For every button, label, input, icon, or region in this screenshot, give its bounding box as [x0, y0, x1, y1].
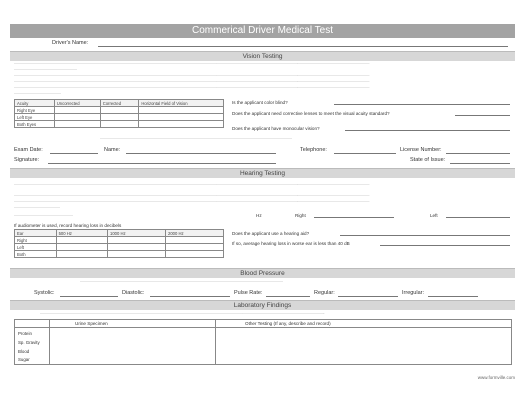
pulse-rate-label: Pulse Rate:	[234, 290, 263, 296]
table-cell[interactable]	[54, 114, 100, 121]
hz-label: Hz	[256, 213, 262, 218]
systolic-label: Systolic:	[34, 290, 55, 296]
hearing-instructions-4: ..............................................	[14, 205, 60, 209]
average-loss-field[interactable]	[380, 240, 510, 246]
right-ear-field[interactable]	[314, 212, 394, 218]
lab-header-divider	[15, 327, 511, 328]
table-cell[interactable]	[165, 237, 223, 244]
monocular-field[interactable]	[345, 125, 510, 131]
right-ear-label: Right	[295, 213, 306, 218]
diastolic-label: Diastolic:	[122, 290, 145, 296]
table-cell[interactable]	[54, 121, 100, 128]
irregular-label: Irregular:	[402, 290, 425, 296]
table-cell[interactable]	[56, 251, 107, 258]
table-cell[interactable]	[56, 244, 107, 251]
drivers-name-field[interactable]	[98, 40, 508, 47]
blood-pressure-section-header: Blood Pressure	[10, 268, 515, 278]
table-cell[interactable]	[100, 121, 139, 128]
pulse-rate-field[interactable]	[266, 290, 310, 297]
table-row	[15, 237, 224, 244]
vision-note: ................................................................................................................................................................................................	[100, 136, 292, 140]
lab-findings-box	[14, 319, 512, 365]
row-label: Right Eye	[15, 107, 55, 114]
table-row	[15, 100, 224, 107]
row-label: Both Eyes	[15, 121, 55, 128]
vision-instructions-2: ...............................................................	[14, 67, 77, 71]
form-title: Commerical Driver Medical Test	[10, 24, 515, 38]
signature-field[interactable]	[48, 157, 276, 164]
lab-row-sp-gravity: Sp. Gravity	[18, 340, 40, 345]
table-cell[interactable]	[139, 121, 224, 128]
bp-instructions: ...........................................................................................................................................................................................................	[80, 279, 283, 283]
exam-date-field[interactable]	[50, 147, 98, 154]
hearing-instructions-1: ....................................................................................................................................................................................................................................................................................................................................................................	[14, 182, 370, 186]
q-hearing-aid: Does the applicant use a hearing aid?	[232, 231, 310, 236]
hearing-instructions-5: ...........................................................	[14, 213, 73, 217]
table-cell[interactable]	[100, 107, 139, 114]
license-number-label: License Number:	[400, 147, 442, 153]
table-cell[interactable]	[108, 237, 166, 244]
table-row	[15, 230, 224, 237]
urine-specimen-header: Urine Specimen	[75, 321, 108, 326]
table-row	[15, 244, 224, 251]
name-label: Name:	[104, 147, 121, 153]
table-header: 1000 Hz	[108, 230, 166, 237]
table-header: 500 Hz	[56, 230, 107, 237]
q-corrective-lenses: Does the applicant need corrective lenses to meet the visual acuity standard?	[232, 111, 390, 116]
vision-instructions-4: ....................................................................................................................................................................................................................................................................................................................................................................	[14, 79, 370, 83]
color-blind-field[interactable]	[334, 99, 510, 105]
vision-instructions-3: ....................................................................................................................................................................................................................................................................................................................................................................	[14, 73, 370, 77]
regular-label: Regular:	[314, 290, 335, 296]
table-header: 2000 Hz	[165, 230, 223, 237]
regular-field[interactable]	[338, 290, 398, 297]
state-of-issue-label: State of Issue:	[410, 157, 446, 163]
audiometer-label: If audiometer is used, record hearing loss in decibels	[14, 223, 122, 228]
state-of-issue-field[interactable]	[450, 157, 510, 164]
left-ear-field[interactable]	[446, 212, 510, 218]
table-cell[interactable]	[139, 114, 224, 121]
row-label: Left	[15, 244, 57, 251]
table-header: Ear	[15, 230, 57, 237]
vision-section-header: Vision Testing	[10, 51, 515, 61]
table-header: Corrected	[100, 100, 139, 107]
diastolic-field[interactable]	[150, 290, 230, 297]
q-color-blind: Is the applicant color blind?	[232, 100, 288, 105]
other-testing-header: Other Testing (If any, describe and record)	[245, 321, 331, 326]
footer-site: www.formville.com	[477, 375, 515, 380]
vision-instructions-5: ....................................................................................................................................................................................................................................................................................................................................................................	[14, 85, 370, 89]
table-cell[interactable]	[54, 107, 100, 114]
table-cell[interactable]	[165, 244, 223, 251]
table-row	[15, 251, 224, 258]
table-cell[interactable]	[139, 107, 224, 114]
laboratory-section-header: Laboratory Findings	[10, 300, 515, 310]
telephone-label: Telephone:	[300, 147, 327, 153]
license-number-field[interactable]	[446, 147, 510, 154]
corrective-lenses-field[interactable]	[455, 110, 510, 116]
hearing-table	[14, 229, 224, 258]
lab-instructions: .............................................................................................................................................................................................................................................................................................	[40, 311, 325, 315]
vision-instructions-1: ....................................................................................................................................................................................................................................................................................................................................................................	[14, 61, 370, 65]
table-row	[15, 107, 224, 114]
table-cell[interactable]	[108, 244, 166, 251]
lab-row-sugar: Sugar	[18, 357, 30, 362]
q-monocular: Does the applicant have monocular vision?	[232, 126, 320, 131]
table-cell[interactable]	[100, 114, 139, 121]
table-row	[15, 114, 224, 121]
hearing-section-header: Hearing Testing	[10, 168, 515, 178]
table-cell[interactable]	[165, 251, 223, 258]
hearing-aid-field[interactable]	[340, 230, 510, 236]
left-ear-label: Left	[430, 213, 438, 218]
vision-instructions-6: ...............................................	[14, 91, 61, 95]
examiner-name-field[interactable]	[126, 147, 276, 154]
hearing-instructions-3: ....................................................................................................................................................................................................................................................................................................................................................................	[14, 199, 370, 203]
table-cell[interactable]	[56, 237, 107, 244]
signature-label: Signature:	[14, 157, 40, 163]
q-average-loss: If so, average hearing loss in worse ear is less than 40 dB	[232, 241, 350, 246]
table-header: Acuity	[15, 100, 55, 107]
lab-row-blood: Blood	[18, 349, 30, 354]
table-header: Uncorrected	[54, 100, 100, 107]
hearing-instructions-2: ....................................................................................................................................................................................................................................................................................................................................................................	[14, 193, 370, 197]
row-label: Right	[15, 237, 57, 244]
systolic-field[interactable]	[60, 290, 118, 297]
table-row	[15, 121, 224, 128]
row-label: Left Eye	[15, 114, 55, 121]
row-label: Both	[15, 251, 57, 258]
drivers-name-label: Driver's Name:	[52, 40, 89, 46]
telephone-field[interactable]	[334, 147, 396, 154]
table-header: Horizontal Field of Vision	[139, 100, 224, 107]
lab-row-protein: Protein	[18, 331, 32, 336]
vision-acuity-table	[14, 99, 224, 128]
irregular-field[interactable]	[428, 290, 478, 297]
table-cell[interactable]	[108, 251, 166, 258]
exam-date-label: Exam Date:	[14, 147, 43, 153]
